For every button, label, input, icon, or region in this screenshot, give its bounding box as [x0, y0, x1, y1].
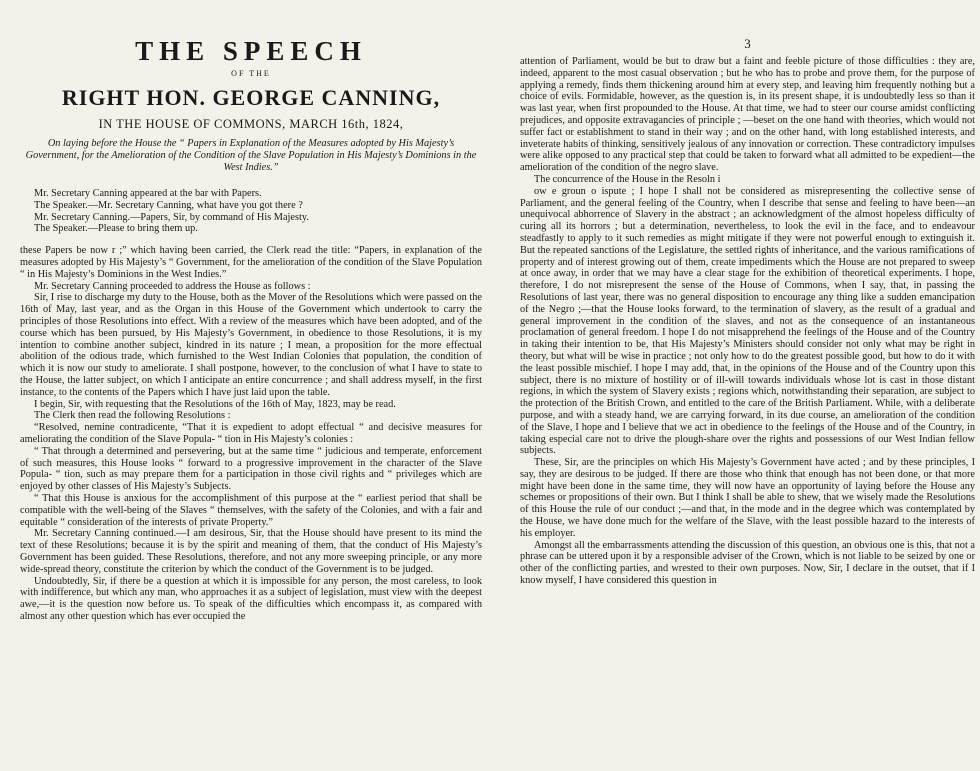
- dialogue-line-4: The Speaker.—Please to bring them up.: [34, 223, 198, 235]
- speaker-name: RIGHT HON. GEORGE CANNING,: [61, 85, 441, 110]
- resolution-3: “ That this House is anxious for the accomplishment of this purpose at the “ earliest period that shall be compatible with the well-being of the Slaves “ themselves, with the safety of the Colonies, and with a fair and equitable “ consideration of the interests of private Property.”: [20, 492, 482, 528]
- resolution-1: “Resolved, nemine contradicente, “That it is expedient to adopt effectual “ and decisive measures for ameliorating the condition of the Slave Popula- “ tion in His Majesty’s colonies :: [20, 422, 482, 445]
- paragraph-sir-i-rise: Sir, I rise to discharge my duty to the House, both as the Mover of the Resolutions which were passed on the 16th of May, last year, and as the Organ in this House of the Government which undertook to carry the principles of those Resolutions into effect. With a review of the measures which have been adopted, and of the course which has been pursued, by His Majesty’s Government, in obedience to those Resolutions, it is my intention to combine another subject, kindred in its nature ; I mean, a proposition for the more effectual abolition of the odious trade, which furnished to the West Indian Colonies that population, the condition of which it is now our study to ameliorate. I shall postpone, however, to the conclusion of what I have to state to the House, the latter subject, on which I anticipate an entire concurrence ; and shall address myself, in the first instance, to the contents of the Papers which I have just laid upon the table.: [20, 292, 482, 398]
- resolution-2: “ That through a determined and persevering, but at the same time “ judicious and temperate, enforcement of such measures, this House looks “ forward to a progressive improvement in the character of the Slave Popula- “ tion, such as may prepare them for a participation in those civil rights and “ privileges which are enjoyed by other classes of His Majesty’s Subjects.: [20, 445, 482, 493]
- left-column: [20, 0, 482, 623]
- paragraph-clerk-reads: The Clerk then read the following Resolutions :: [34, 410, 231, 422]
- paragraph-concurrence: The concurrence of the House in the Resoln i: [534, 173, 721, 185]
- dialogue-line-3: Mr. Secretary Canning.—Papers, Sir, by command of His Majesty.: [34, 211, 309, 223]
- occasion-line: IN THE HOUSE OF COMMONS, MARCH 16th, 1824,: [98, 117, 404, 131]
- speech-title: THE SPEECH: [135, 36, 367, 66]
- paragraph-papers-read: these Papers be now r ;” which having been carried, the Clerk read the title: “Papers, in explanation of the measures adopted by His Majesty’s “ Government, for the amelioration of the condition of the Slave Population “ in His Majesty’s Dominions in the West Indies.”: [20, 245, 482, 280]
- paragraph-undoubtedly: Undoubtedly, Sir, if there be a question at which it is impossible for any person, the most careless, to look with indifference, but which any man, who approaches it as a subject of legislation, must view with the deepest awe,—it is the question now before us. To speak of the difficulties which encompass it, as compared with almost any other question which has ever occupied the: [20, 575, 482, 622]
- subject-line: On laying before the House the “ Papers in Explanation of the Measures adopted by His Majesty’s Government, for the Amelioration of the Condition of the Slave Population in His Majesty’s Dominions in the West Indies.”: [25, 138, 477, 173]
- of-the-label: OF THE: [231, 69, 271, 78]
- paragraph-i-begin: I begin, Sir, with requesting that the Resolutions of the 16th of May, 1823, may be read.: [34, 398, 396, 410]
- paragraph-these-sir: These, Sir, are the principles on which His Majesty’s Government have acted ; and by these principles, I say, they are desirous to be judged. If there are those who think that enough has not been done, or that more might have been done in the same time, they will now have an opportunity of laying before the House any schemes or propositions of their own. But I think I shall be able to shew, that we wisely made the Resolutions of this House the rule of our conduct ;—and that, in the mode and in the degree which was contemplated by the House, we have done much for the welfare of the Slave, with the least possible hazard to the interests of his employer.: [520, 457, 975, 539]
- paragraph-amongst-all: Amongst all the embarrassments attending the discussion of this question, an obvious one is this, that not a phrase can be uttered upon it by a responsible adviser of the Crown, which is not liable to be seized by one or other of the conflicting parties, and wrested to their own purposes. Now, Sir, I declare in the outset, that if I know myself, I have considered this question in: [520, 539, 975, 587]
- dialogue-line-2: The Speaker.—Mr. Secretary Canning, what have you got there ?: [34, 199, 303, 211]
- paragraph-canning-proceeds: Mr. Secretary Canning proceeded to address the House as follows :: [34, 280, 311, 292]
- paragraph-hope-not-misrepresenting: ow e groun o ispute ; I hope I shall not be considered as misrepresenting the collective sense of Parliament, and the general feeling of the Country, when I describe that sense and feeling to have been—an unequivocal abhorrence of Slavery in the abstract ; an acknowledgment of the almost hopeless difficulty of curing all its horrors ; but a determination, nevertheless, to look the evil in the face, and to endeavour steadfastly to apply to it such remedies as might mitigate if they were not powerful enough to extinguish it. But the repeated sanctions of the Legislature, the settled rights of inheritance, and the various ramifications of property and of interest growing out of them, create impediments which the House are not prepared to sweep at once away, in order that we may have a clear stage for the exhibition of theoretical experiments. I hope, therefore, I do not misrepresent the sense of the House of Commons, when I say, that, in passing the Resolutions of last year, there was no general disposition to encourage any thing like a sudden emancipation of the Negro ;—that the House looks forward, to the termination of slavery, as the result of a gradual and general improvement in the condition of the slaves, and not as the consequence of an instantaneous proclamation of general freedom. I hope I do not misapprehend the feelings of the House and of the Country in taking their intention to be, that His Majesty’s Ministers should consider not only what may be right in theory, but what will be wise in practice ; not only how to do the greatest possible good, but how to do it with the least possible mischief. I hope I may add, that, in the opinions of the House and of the Country upon this subject, there is no mixture of hostility or of ill-will towards individuals whose lot is cast in those distant regions, in which the system of Slavery exists ; regions which, notwithstanding their separation, are subject to the protection of the British Crown, and entitled to the care of the British Parliament. While, with a deliberate purpose, and with a steady hand, we are carrying forward, in its due course, an amelioration of the condition of the Slave, I hope and I believe that we act in obedience to the feelings of the House and of the Country, in taking especial care not to drive the plough-share over the rights and possessions of our West Indian fellow subjects.: [520, 185, 975, 457]
- paragraph-attention-of-parliament: attention of Parliament, would be but to draw but a faint and feeble picture of those difficulties : they are, indeed, apparent to the most casual observation ; but he who has to probe and prove them, for the purpose of applying a remedy, finds them thickening around him at every step, and leaving him frequently nothing but a choice of evils. Formidable, however, as the question is, in its present shape, it is undoubtedly less so than it was last year, when first propounded to the House. At that time, we had to steer our course amidst conflicting prejudices, and opposite extravagancies of principle ; —beset on the one hand with theories, which would not suffer fact or establishment to stand in their way ; and on the other hand, with long established interests, and inveterate habits of thinking, sensitively jealous of any innovation or correction. These contradictory impulses were alike opposed to any practical step that could be taken to forward what all admitted to be expedient—the amelioration of the condition of the negro slave.: [520, 56, 975, 174]
- paragraph-canning-continued: Mr. Secretary Canning continued.—I am desirous, Sir, that the House should have present to its mind the text of these Resolutions; because it is by the spirit and meaning of them, that the conduct of His Majesty’s Government has been guided. These Resolutions, therefore, and not any more sweeping principle, or any more wide-spread theory, constitute the criterion by which the conduct of the Government is to be judged.: [20, 528, 482, 575]
- right-column: [520, 0, 975, 587]
- page-number: 3: [744, 36, 751, 51]
- dialogue-line-1: Mr. Secretary Canning appeared at the bar with Papers.: [34, 188, 262, 199]
